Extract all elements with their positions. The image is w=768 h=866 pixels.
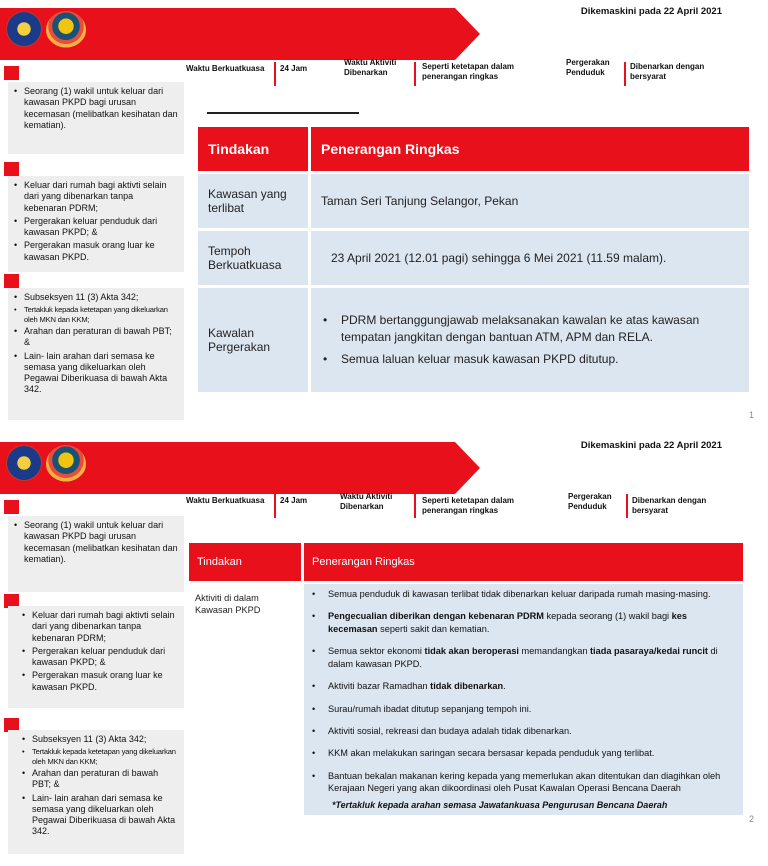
- police-crest-logo: [6, 11, 42, 47]
- aktiviti-value: Seperti ketetapan dalam penerangan ringkas: [422, 62, 515, 81]
- legal-item: • Arahan dan peraturan di bawah PBT; &: [14, 326, 178, 349]
- red-marker: [4, 66, 19, 80]
- prohibited-item: • Pergerakan keluar penduduk dari kawasan PKPD; &: [22, 646, 178, 669]
- legal-item: • Subseksyen 11 (3) Akta 342;: [14, 292, 178, 303]
- malaysia-coat-of-arms-logo: [46, 11, 86, 49]
- allowed-item: • Seorang (1) wakil untuk keluar dari kawasan PKPD bagi urusan kecemasan (melibatkan kesihatan dan kematian).: [14, 520, 178, 565]
- allowed-item: • Seorang (1) wakil untuk keluar dari kawasan PKPD bagi urusan kecemasan (melibatkan kesihatan dan kematian).: [14, 86, 178, 131]
- red-marker: [4, 162, 19, 176]
- waktu-value: 24 Jam: [280, 496, 308, 505]
- header-penerangan: Penerangan Ringkas: [311, 127, 749, 171]
- divider: [414, 62, 416, 86]
- legal-item: • Tertakluk kepada ketetapan yang dikeluarkan oleh MKN dan KKM;: [22, 747, 178, 766]
- footnote: *Tertakluk kepada arahan semasa Jawatankuasa Pengurusan Bencana Daerah: [332, 799, 668, 810]
- page-number: 2: [748, 814, 754, 824]
- prohibited-item: • Keluar dari rumah bagi aktivti selain dari yang dibenarkan tanpa kebenaran PDRM;: [22, 610, 178, 644]
- list-item: • Aktiviti sosial, rekreasi dan budaya adalah tidak dibenarkan.: [310, 725, 737, 737]
- list-item: • Semua penduduk di kawasan terlibat tidak dibenarkan keluar daripada rumah masing-masing.: [310, 588, 737, 600]
- row-value: [311, 288, 749, 392]
- header-penerangan: Penerangan Ringkas: [304, 543, 743, 581]
- list-item: • PDRM bertanggungjawab melaksanakan kawalan ke atas kawasan tempatan jangkitan dengan bantuan ATM, APM dan RELA.: [321, 312, 739, 346]
- prohibited-box: [8, 176, 184, 272]
- prohibited-box: [8, 606, 184, 708]
- row-key: Kawasan yang terlibat: [198, 174, 308, 228]
- list-item: • Semua sektor ekonomi tidak akan beroperasi memandangkan tiada pasaraya/kedai runcit di dalam kawasan PKPD.: [310, 645, 737, 670]
- prohibited-item: • Pergerakan keluar penduduk dari kawasan PKPD; &: [14, 216, 178, 239]
- waktu-value: 24 Jam: [280, 64, 308, 73]
- aktiviti-label: Waktu Aktiviti Dibenarkan: [340, 492, 393, 511]
- legal-item: • Tertakluk kepada ketetapan yang dikeluarkan oleh MKN dan KKM;: [14, 305, 178, 324]
- divider: [274, 494, 276, 518]
- row-value: Taman Seri Tanjung Selangor, Pekan: [311, 174, 749, 228]
- waktu-label: Waktu Berkuatkuasa: [186, 496, 265, 505]
- list-item: • Surau/rumah ibadat ditutup sepanjang tempoh ini.: [310, 703, 737, 715]
- pergerakan-value: Dibenarkan dengan bersyarat: [630, 62, 705, 81]
- legal-box: [8, 288, 184, 420]
- divider: [274, 62, 276, 86]
- malaysia-coat-of-arms-logo: [46, 445, 86, 483]
- updated-date: Dikemaskini pada 22 April 2021: [580, 6, 722, 17]
- list-item: • Bantuan bekalan makanan kering kepada yang memerlukan akan ditentukan dan diagihkan oleh Kerajaan Negeri yang akan dikoordinasi oleh Pusat Kawalan Operasi Bencana Daerah: [310, 770, 737, 795]
- legal-item: • Arahan dan peraturan di bawah PBT; &: [22, 768, 178, 791]
- table-row: [198, 174, 749, 228]
- slide-2: [0, 434, 768, 864]
- waktu-label: Waktu Berkuatkuasa: [186, 64, 265, 73]
- list-item: • KKM akan melakukan saringan secara bersasar kepada penduduk yang terlibat.: [310, 747, 737, 759]
- header-tindakan: Tindakan: [198, 127, 308, 171]
- activities-table: [186, 540, 746, 818]
- red-marker: [4, 500, 19, 514]
- list-item: • Pengecualian diberikan dengan kebenaran PDRM kepada seorang (1) wakil bagi kes kecemasan seperti sakit dan kematian.: [310, 610, 737, 635]
- info-strip: [186, 58, 746, 90]
- prohibited-item: • Pergerakan masuk orang luar ke kawasan PKPD.: [14, 240, 178, 263]
- divider: [626, 494, 628, 518]
- pergerakan-value: Dibenarkan dengan bersyarat: [632, 496, 707, 515]
- table-row: [198, 288, 749, 392]
- legal-item: • Lain- lain arahan dari semasa ke semasa yang dikeluarkan oleh Pegawai Diberikuasa di bawah Akta 342.: [22, 793, 178, 838]
- row-value: 23 April 2021 (12.01 pagi) sehingga 6 Mei 2021 (11.59 malam).: [311, 231, 749, 285]
- police-crest-logo: [6, 445, 42, 481]
- page-number: 1: [748, 410, 754, 420]
- pergerakan-label: Pergerakan Penduduk: [566, 58, 610, 77]
- updated-date: Dikemaskini pada 22 April 2021: [580, 440, 722, 451]
- legal-item: • Subseksyen 11 (3) Akta 342;: [22, 734, 178, 745]
- divider: [624, 62, 626, 86]
- aktiviti-value: Seperti ketetapan dalam penerangan ringkas: [422, 496, 515, 515]
- list-item: • Semua laluan keluar masuk kawasan PKPD ditutup.: [321, 351, 739, 368]
- list-item: • Aktiviti bazar Ramadhan tidak dibenarkan.: [310, 680, 737, 692]
- divider: [414, 494, 416, 518]
- allowed-box: [8, 82, 184, 154]
- table-row: [198, 231, 749, 285]
- divider-line: [207, 112, 359, 114]
- prohibited-item: • Pergerakan masuk orang luar ke kawasan PKPD.: [22, 670, 178, 693]
- red-marker: [4, 274, 19, 288]
- row-value: [304, 584, 743, 815]
- header-tindakan: Tindakan: [189, 543, 301, 581]
- allowed-box: [8, 516, 184, 592]
- pergerakan-label: Pergerakan Penduduk: [568, 492, 612, 511]
- info-strip: [186, 494, 746, 522]
- legal-item: • Lain- lain arahan dari semasa ke semasa yang dikeluarkan oleh Pegawai Diberikuasa di bawah Akta 342.: [14, 351, 178, 396]
- row-key: Tempoh Berkuatkuasa: [198, 231, 308, 285]
- table-row: [189, 584, 743, 815]
- prohibited-item: • Keluar dari rumah bagi aktivti selain dari yang dibenarkan tanpa kebenaran PDRM;: [14, 180, 178, 214]
- row-key: Aktiviti di dalam Kawasan PKPD: [189, 584, 301, 815]
- aktiviti-label: Waktu Aktiviti Dibenarkan: [344, 58, 397, 77]
- legal-box: [8, 730, 184, 854]
- row-key: Kawalan Pergerakan: [198, 288, 308, 392]
- summary-table: [195, 124, 752, 395]
- slide-1: [0, 0, 768, 430]
